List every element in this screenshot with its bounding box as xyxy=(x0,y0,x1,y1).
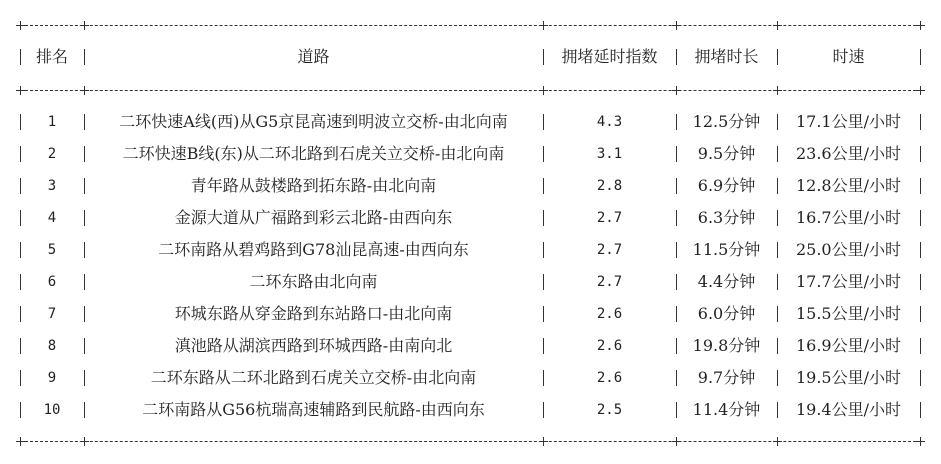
table-border-corner xyxy=(773,21,782,30)
road-cell: 二环南路从G56杭瑞高速辅路到民航路-由西向东 xyxy=(142,400,485,419)
index-header: 拥堵延时指数 xyxy=(561,47,658,66)
duration-header: 拥堵时长 xyxy=(694,47,759,66)
column-separator xyxy=(920,306,921,322)
table-border-corner xyxy=(916,437,925,446)
index-cell: 2.6 xyxy=(596,370,623,386)
table-border-corner xyxy=(80,437,89,446)
column-separator xyxy=(920,338,921,354)
table-border-corner xyxy=(16,21,25,30)
speed-cell: 16.9公里/小时 xyxy=(795,336,902,355)
duration-cell: 19.8分钟 xyxy=(692,336,761,355)
duration-cell: 6.9分钟 xyxy=(697,176,756,195)
column-separator xyxy=(920,242,921,258)
duration-cell: 11.4分钟 xyxy=(692,400,761,419)
rank-cell: 4 xyxy=(47,210,57,226)
speed-header: 时速 xyxy=(832,47,865,66)
duration-cell: 9.5分钟 xyxy=(697,144,756,163)
road-cell: 二环南路从碧鸡路到G78汕昆高速-由西向东 xyxy=(158,240,469,259)
speed-cell: 12.8公里/小时 xyxy=(795,176,902,195)
speed-cell: 25.0公里/小时 xyxy=(795,240,902,259)
table-border-corner xyxy=(80,86,89,95)
table-border-corner xyxy=(672,86,681,95)
duration-cell: 6.3分钟 xyxy=(697,208,756,227)
column-separator xyxy=(920,274,921,290)
rank-cell: 8 xyxy=(47,338,57,354)
index-cell: 2.7 xyxy=(596,274,623,290)
column-separator xyxy=(920,146,921,162)
duration-cell: 4.4分钟 xyxy=(697,272,756,291)
speed-cell: 23.6公里/小时 xyxy=(795,144,902,163)
index-cell: 2.6 xyxy=(596,338,623,354)
table-border-rule xyxy=(20,25,921,26)
table-border-corner xyxy=(539,86,548,95)
table-border-corner xyxy=(539,437,548,446)
duration-cell: 6.0分钟 xyxy=(697,304,756,323)
table-border-corner xyxy=(672,21,681,30)
table-border-corner xyxy=(672,437,681,446)
table-border-corner xyxy=(916,86,925,95)
speed-cell: 19.5公里/小时 xyxy=(795,368,902,387)
road-cell: 滇池路从湖滨西路到环城西路-由南向北 xyxy=(174,336,453,355)
table-border-corner xyxy=(539,21,548,30)
index-cell: 4.3 xyxy=(596,114,623,130)
road-cell: 二环快速B线(东)从二环北路到石虎关立交桥-由北向南 xyxy=(122,144,505,163)
road-cell: 青年路从鼓楼路到拓东路-由北向南 xyxy=(190,176,437,195)
road-header: 道路 xyxy=(297,47,330,66)
column-separator xyxy=(920,178,921,194)
column-separator xyxy=(920,402,921,418)
road-cell: 二环东路从二环北路到石虎关立交桥-由北向南 xyxy=(150,368,477,387)
table-border-corner xyxy=(16,437,25,446)
table-border-rule xyxy=(20,90,921,91)
road-cell: 金源大道从广福路到彩云北路-由西向东 xyxy=(174,208,453,227)
table-border-corner xyxy=(916,21,925,30)
table-border-corner xyxy=(773,437,782,446)
duration-cell: 11.5分钟 xyxy=(692,240,761,259)
column-separator xyxy=(920,114,921,130)
rank-cell: 7 xyxy=(47,306,57,322)
index-cell: 2.7 xyxy=(596,210,623,226)
rank-cell: 5 xyxy=(47,242,57,258)
table-border-rule xyxy=(20,441,921,442)
column-separator xyxy=(920,370,921,386)
rank-cell: 2 xyxy=(47,146,57,162)
column-separator xyxy=(920,210,921,226)
speed-cell: 17.7公里/小时 xyxy=(795,272,902,291)
speed-cell: 19.4公里/小时 xyxy=(795,400,902,419)
rank-cell: 9 xyxy=(47,370,57,386)
duration-cell: 12.5分钟 xyxy=(692,112,761,131)
table-border-corner xyxy=(16,86,25,95)
road-cell: 环城东路从穿金路到东站路口-由北向南 xyxy=(174,304,453,323)
index-cell: 2.5 xyxy=(596,402,623,418)
road-cell: 二环东路由北向南 xyxy=(249,272,378,291)
rank-cell: 3 xyxy=(47,178,57,194)
index-cell: 2.8 xyxy=(596,178,623,194)
rank-cell: 10 xyxy=(43,402,61,418)
rank-cell: 6 xyxy=(47,274,57,290)
column-separator xyxy=(920,49,921,65)
speed-cell: 16.7公里/小时 xyxy=(795,208,902,227)
speed-cell: 17.1公里/小时 xyxy=(795,112,902,131)
rank-cell: 1 xyxy=(47,114,57,130)
index-cell: 2.6 xyxy=(596,306,623,322)
rank-header: 排名 xyxy=(35,47,68,66)
table-border-corner xyxy=(773,86,782,95)
speed-cell: 15.5公里/小时 xyxy=(795,304,902,323)
index-cell: 2.7 xyxy=(596,242,623,258)
road-cell: 二环快速A线(西)从G5京昆高速到明波立交桥-由北向南 xyxy=(119,112,508,131)
duration-cell: 9.7分钟 xyxy=(697,368,756,387)
table-border-corner xyxy=(80,21,89,30)
index-cell: 3.1 xyxy=(596,146,623,162)
